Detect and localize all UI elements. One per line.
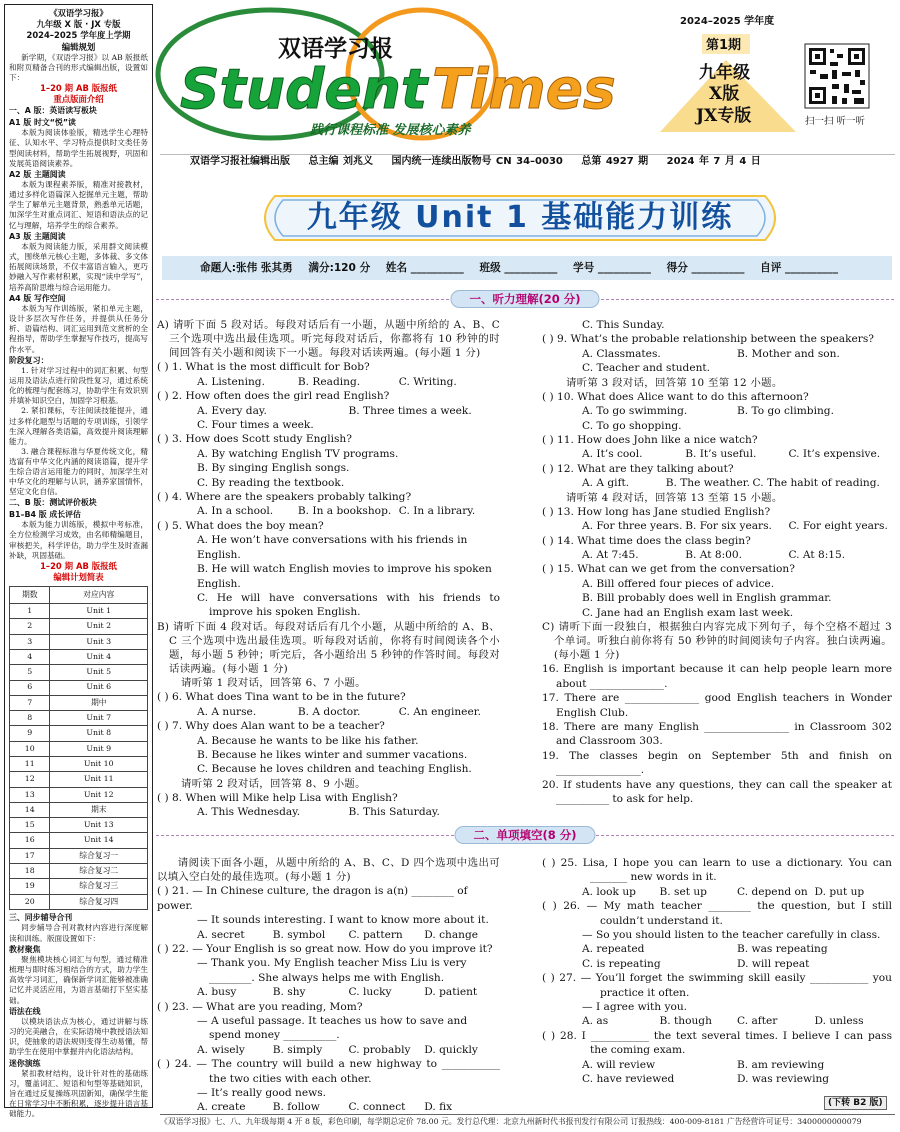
- q22-options: [157, 985, 500, 999]
- option[interactable]: D. put up: [814, 885, 865, 898]
- listening-section-title: 一、听力理解(20 分): [450, 290, 599, 308]
- part-c-instructions: C) 请听下面一段独白，根据独白内容完成下列句子，每个空格不超过 3 个单词。听独白前你将有 50 秒钟的时间阅读句子内容。独白读两遍。(每小题 1 分): [542, 621, 892, 662]
- plan-content-cell: Unit 6: [50, 680, 148, 695]
- sidebar-title: 《双语学习报》: [49, 8, 108, 18]
- option[interactable]: A. At 7:45.: [582, 548, 639, 561]
- plan-content-cell: Unit 2: [50, 619, 148, 634]
- option[interactable]: C. pattern: [348, 928, 403, 941]
- q27-reply: — I agree with you.: [582, 1001, 688, 1014]
- q28-stem: ( ) 28. I ___________ the text several times. I believe I can pass the coming exam.: [542, 1029, 892, 1057]
- q7-stem: ( ) 7. Why does Alan want to be a teacher?: [157, 720, 385, 733]
- q23-options: [157, 1043, 500, 1057]
- page-title: 九年级 Unit 1 基础能力训练: [306, 200, 734, 235]
- plan-issue-cell: 4: [10, 649, 50, 664]
- stage-review-heading: 阶段复习：: [9, 355, 49, 365]
- logo-times: Times: [432, 57, 616, 121]
- serial-number: 国内统一连续出版物号 CN 34–0030: [391, 156, 563, 167]
- q21-options: [157, 928, 500, 942]
- a1-heading: A1 版 时文“悦”读: [9, 117, 76, 127]
- option[interactable]: A. create: [197, 1101, 246, 1114]
- q15-stem: ( ) 15. What can we get from the conversation?: [542, 563, 795, 576]
- plan-table-row: [10, 879, 148, 894]
- plan-table-row: [10, 619, 148, 634]
- q25-options: [542, 885, 892, 899]
- q14-stem: ( ) 14. What time does the class begin?: [542, 534, 751, 547]
- option[interactable]: B. Three times a week.: [348, 404, 472, 417]
- plan-content-cell: Unit 10: [50, 757, 148, 772]
- grammar-instructions: 请阅读下面各小题，从题中所给的 A、B、C、D 四个选项中选出可以填入空白处的最佳选项。(每小题 1 分): [157, 857, 500, 884]
- q22-reply: — Thank you. My English teacher Miss Liu is very ________. She always helps me with English.: [197, 957, 467, 984]
- option[interactable]: D. unless: [814, 1015, 864, 1028]
- option[interactable]: A. Because he wants to be like his father.: [197, 734, 419, 747]
- q23-reply: — A useful passage. It teaches us how to save and spend money __________.: [197, 1014, 468, 1042]
- option[interactable]: B. though: [659, 1015, 712, 1028]
- q21-reply: — It sounds interesting. I want to know more about it.: [197, 914, 489, 927]
- plan-table-row: [10, 772, 148, 787]
- option[interactable]: B. To go climbing.: [737, 405, 834, 418]
- option[interactable]: C. Writing.: [398, 375, 457, 388]
- q4-options: [157, 504, 500, 518]
- q24-reply: — It’s really good news.: [197, 1086, 327, 1099]
- q1-stem: ( ) 1. What is the most difficult for Bob?: [157, 361, 370, 374]
- option[interactable]: C. In a library.: [398, 505, 476, 518]
- dialogue-3-note: 请听第 3 段对话，回答第 10 至第 12 小题。: [566, 376, 783, 389]
- option[interactable]: C. lucky: [348, 986, 392, 999]
- plan-content-cell: Unit 13: [50, 818, 148, 833]
- option[interactable]: A. look up: [582, 885, 636, 898]
- q28-options-2: [542, 1072, 892, 1086]
- q12-options: [542, 476, 892, 490]
- a1-text: 本版为阅读体验版，精选学生心理特征、认知水平、学习特点提供时文类任务型阅读材料，帮助学生拓展视野，巩固和发展英语阅读素养。: [9, 128, 148, 168]
- sidebar-term: 2024–2025 学年度上学期: [26, 30, 131, 41]
- q26-stem: ( ) 26. — My math teacher ________ the question, but I still couldn’t understand it.: [542, 900, 892, 927]
- q13-options: [542, 519, 892, 533]
- plan-content-cell: Unit 3: [50, 634, 148, 649]
- mini-practice-text: 紧扣教材结构，设计针对性的基础练习，覆盖词汇、短语和句型等基础知识，旨在通过反复操练巩固新知，确保学生能在日常学习中不断积累，逐步提升语言基础能力。: [9, 1069, 148, 1119]
- q19-fill[interactable]: 19. The classes begin on September 5th and finish on ________________.: [542, 749, 892, 777]
- cn-newspaper-name: 双语学习报: [278, 36, 393, 62]
- option[interactable]: C. probably: [348, 1043, 411, 1056]
- q8-options: [157, 805, 500, 819]
- option[interactable]: C. have reviewed: [582, 1073, 675, 1086]
- plan-table-row: [10, 802, 148, 817]
- q10-stem: ( ) 10. What does Alice want to do this afternoon?: [542, 390, 809, 403]
- q28-options-1: [542, 1058, 892, 1072]
- option[interactable]: A. Every day.: [197, 404, 267, 417]
- footer: 《双语学习报》七、八、九年级每期 4 开 8 版，彩色印刷，每学期总定价 78.00 元。发行总代理：北京九州新时代书报刊发行有限公司 订报热线：400-009-8181 广告经营许可证号：3400000000079: [160, 1114, 895, 1128]
- section-b-heading: 二、B 版：测试评价板块: [9, 498, 97, 508]
- listening-left-column: [157, 318, 500, 820]
- option[interactable]: C. connect: [348, 1101, 406, 1114]
- plan-issue-cell: 18: [10, 864, 50, 879]
- sidebar-red-heading: 1–20 期 AB 版报纸: [40, 82, 117, 93]
- option[interactable]: C. The habit of reading.: [752, 477, 880, 490]
- plan-issue-cell: 1: [10, 604, 50, 619]
- q26-reply: — So you should listen to the teacher carefully in class.: [582, 929, 881, 942]
- option[interactable]: D. fix: [424, 1101, 453, 1114]
- plan-table-row: [10, 894, 148, 909]
- option[interactable]: A. For three years.: [582, 520, 683, 533]
- plan-issue-cell: 11: [10, 757, 50, 772]
- plan-content-cell: Unit 9: [50, 741, 148, 756]
- option[interactable]: C. Because he loves children and teaching English.: [197, 763, 472, 776]
- plan-issue-cell: 13: [10, 787, 50, 802]
- option[interactable]: B. set up: [659, 885, 707, 898]
- option[interactable]: B. In a bookshop.: [297, 505, 392, 518]
- option[interactable]: C. is repeating: [582, 957, 661, 970]
- plan-issue-cell: 19: [10, 879, 50, 894]
- option[interactable]: B. This Saturday.: [348, 806, 440, 819]
- plan-issue-cell: 20: [10, 894, 50, 909]
- part-a-instructions: A) 请听下面 5 段对话。每段对话后有一小题，从题中所给的 A、B、C 三个选项中选出最佳选项。听完每段对话后，你都将有 10 秒钟的时间回答有关小题和阅读下一小题。每段对话读两遍。(每小题 1 分): [157, 319, 500, 360]
- plan-issue-cell: 12: [10, 772, 50, 787]
- q16-fill[interactable]: 16. English is important because it can help people learn more about ______________.: [542, 663, 892, 690]
- b1-text: 本版为能力训练版，模拟中考标准，全方位检测学习成效，由名师精编题目，审核把关，科学评估，助力学生及时查漏补缺，巩固基础。: [9, 520, 148, 560]
- option[interactable]: A. will review: [582, 1058, 656, 1071]
- plan-content-cell: 综合复习三: [50, 879, 148, 894]
- option[interactable]: B. At 8:00.: [685, 548, 742, 561]
- mini-practice-heading: 迷你演练: [9, 1058, 41, 1068]
- option[interactable]: A. It’s cool.: [582, 448, 643, 461]
- logo-student: Student: [180, 57, 428, 121]
- sidebar-red-subheading: 重点版面介绍: [53, 94, 104, 105]
- q21-stem: ( ) 21. — In Chinese culture, the dragon is a(n) ________ of power.: [157, 885, 468, 912]
- a4-heading: A4 版 写作空间: [9, 293, 66, 303]
- plan-table-row: [10, 711, 148, 726]
- option[interactable]: C. Teacher and student.: [582, 362, 711, 375]
- q25-stem: ( ) 25. Lisa, I hope you can learn to use a dictionary. You can _______ new words in it.: [542, 857, 892, 884]
- student-id-field[interactable]: 学号 __________: [573, 262, 651, 274]
- plan-content-cell: Unit 5: [50, 665, 148, 680]
- option[interactable]: C. At 8:15.: [788, 548, 846, 561]
- option[interactable]: A. To go swimming.: [582, 405, 688, 418]
- q24-stem: ( ) 24. — The country will build a new highway to ___________ the two cities with each other.: [157, 1058, 500, 1085]
- plan-table-row: [10, 634, 148, 649]
- option[interactable]: C. depend on: [737, 885, 808, 898]
- option[interactable]: B. shy: [272, 986, 306, 999]
- option[interactable]: A. A gift.: [582, 477, 630, 490]
- plan-content-cell: Unit 4: [50, 649, 148, 664]
- q2-stem: ( ) 2. How often does the girl read English?: [157, 390, 390, 403]
- total-issue: 总第 4927 期: [581, 156, 649, 167]
- plan-red-subheading: 编辑计划简表: [53, 571, 104, 582]
- option[interactable]: B. Mother and son.: [737, 347, 840, 360]
- full-score: 满分:120 分: [308, 262, 371, 274]
- option[interactable]: B. He will watch English movies to improve his spoken English.: [197, 563, 492, 590]
- stage-item-1: 1. 针对学习过程中的词汇积累、句型运用及语法点进行阶段性复习，通过系统化的梳理与配套练习，协助学生有效识别并填补知识空白，加固学习根基。: [9, 366, 148, 406]
- option[interactable]: C. By reading the textbook.: [197, 476, 345, 489]
- slogan: 践行课程标准 发展核心素养: [310, 123, 471, 138]
- q12-stem: ( ) 12. What are they talking about?: [542, 462, 734, 475]
- stage-item-2: 2. 紧扣课标，专注阅读技能提升，通过多样化题型与话题的专项训练，引领学生深入理解各类语篇，高效提升阅读理解能力。: [9, 406, 148, 446]
- continued-note: (下转 B2 版): [824, 1096, 887, 1110]
- grammar-section-bar: [156, 826, 894, 844]
- qr-code-icon[interactable]: [805, 44, 869, 108]
- grammar-left-column: [157, 856, 500, 1115]
- option[interactable]: A. as: [582, 1015, 609, 1028]
- section-c-text: 同步辅导合刊对教材内容进行深度解读和训练。版面设置如下：: [9, 923, 148, 943]
- option[interactable]: B. The weather.: [665, 477, 751, 490]
- listening-right-column: [542, 318, 892, 806]
- q6-options: [157, 705, 500, 719]
- q10-options: [542, 404, 892, 418]
- option[interactable]: C. To go shopping.: [582, 419, 682, 432]
- option[interactable]: C. This Sunday.: [582, 319, 665, 331]
- option[interactable]: C. An engineer.: [398, 705, 481, 718]
- stage-item-3: 3. 融合课程标准与华夏传统文化，精选富有中华文化内涵的阅读语篇，提升学生综合语言运用能力的同时，加深学生对中华文化的理解与认识，涵养家国情怀，坚定文化自信。: [9, 446, 148, 497]
- q18-fill[interactable]: 18. There are many English ________________ in Classroom 302 and Classroom 303.: [542, 721, 892, 748]
- option[interactable]: A. wisely: [197, 1043, 245, 1056]
- grammar-online-heading: 语法在线: [9, 1006, 41, 1016]
- plan-content-cell: Unit 12: [50, 787, 148, 802]
- plan-issue-cell: 7: [10, 695, 50, 710]
- grade-label: 九年级: [699, 63, 750, 83]
- plan-issue-cell: 14: [10, 802, 50, 817]
- grammar-right-column: [542, 856, 892, 1087]
- part-b-instructions: B) 请听下面 4 段对话。每段对话后有几个小题，从题中所给的 A、B、C 三个选项中选出最佳选项。听每段对话前，你将有时间阅读各个小题，每小题 5 秒钟；听完后，各小题给出 5 秒钟的作答时间。每段对话读两遍。(每小题 1 分): [157, 620, 500, 676]
- q11-stem: ( ) 11. How does John like a nice watch?: [542, 433, 758, 446]
- class-field[interactable]: 班级 __________: [479, 262, 558, 274]
- plan-table-row: [10, 848, 148, 863]
- edition-label: X版: [709, 84, 740, 104]
- option[interactable]: C. For eight years.: [788, 520, 888, 533]
- option[interactable]: B. A doctor.: [297, 705, 361, 718]
- plan-issue-cell: 6: [10, 680, 50, 695]
- sidebar-intro: 新学期，《双语学习报》以 AB 版报纸和附页精备合刊的形式编辑出版，设置如下：: [9, 52, 148, 82]
- plan-content-cell: Unit 11: [50, 772, 148, 787]
- plan-table-row: [10, 695, 148, 710]
- dialogue-2-note: 请听第 2 段对话，回答第 8、9 小题。: [181, 777, 366, 790]
- plan-red-heading: 1–20 期 AB 版报纸: [40, 560, 117, 571]
- option[interactable]: A. secret: [197, 928, 245, 941]
- plan-issue-cell: 10: [10, 741, 50, 756]
- option[interactable]: B. simply: [272, 1043, 323, 1056]
- option[interactable]: B. By singing English songs.: [197, 462, 350, 475]
- option[interactable]: C. Four times a week.: [197, 419, 314, 432]
- option[interactable]: A. By watching English TV programs.: [197, 447, 399, 460]
- q13-stem: ( ) 13. How long has Jane studied English?: [542, 505, 771, 518]
- option[interactable]: C. Jane had an English exam last week.: [582, 606, 794, 619]
- plan-table-row: [10, 833, 148, 848]
- q27-stem: ( ) 27. — You’ll forget the swimming skill easily ___________ you practice it often.: [542, 972, 892, 999]
- option[interactable]: A. This Wednesday.: [197, 806, 301, 819]
- plan-content-cell: 期末: [50, 802, 148, 817]
- plan-table-row: [10, 741, 148, 756]
- option[interactable]: A. In a school.: [197, 505, 274, 518]
- plan-header-content: 对应内容: [50, 587, 148, 604]
- q11-options: [542, 447, 892, 461]
- option[interactable]: A. A nurse.: [197, 705, 257, 718]
- dialogue-1-note: 请听第 1 段对话，回答第 6、7 小题。: [181, 677, 366, 690]
- q8-stem: ( ) 8. When will Mike help Lisa with English?: [157, 792, 398, 805]
- score-field[interactable]: 得分 __________: [666, 262, 745, 274]
- a4-text: 本版为写作训练版，紧扣单元主题，设计多层次写作任务，并提供从任务分析、语篇结构、词汇运用到范文赏析的全程指导，帮助学生掌握写作技巧，提高写作水平。: [9, 304, 148, 354]
- q23-stem: ( ) 23. — What are you reading, Mom?: [157, 1000, 363, 1013]
- section-a-heading: 一、A 版：英语读写板块: [9, 106, 97, 116]
- option[interactable]: B. am reviewing: [737, 1058, 825, 1071]
- option[interactable]: A. He won’t have conversations with his friends in English.: [197, 534, 468, 561]
- plan-issue-cell: 2: [10, 619, 50, 634]
- plan-issue-cell: 9: [10, 726, 50, 741]
- grammar-section-title: 二、单项填空(8 分): [454, 826, 595, 844]
- qr-caption: 扫一扫 听一听: [805, 116, 866, 127]
- listening-section-bar: [156, 290, 894, 308]
- plan-issue-cell: 16: [10, 833, 50, 848]
- option[interactable]: B. Because he likes winter and summer vacations.: [197, 749, 468, 762]
- focus-text: 聚焦模块核心词汇与句型，通过精准梳理与即时练习相结合的方式，助力学生高效学习词汇，确保新学词汇能够被准确记忆并灵活应用，为语言基础打下坚实基础。: [9, 955, 148, 1005]
- q9-options: [542, 347, 892, 361]
- section-c-heading: 三、同步辅导合刊: [9, 912, 73, 922]
- plan-header-issue: 期数: [10, 587, 50, 604]
- option[interactable]: A. Classmates.: [582, 347, 661, 360]
- option[interactable]: D. will repeat: [737, 957, 810, 970]
- plan-table-row: [10, 649, 148, 664]
- option[interactable]: B. Bill probably does well in English grammar.: [582, 592, 832, 605]
- title-banner: [255, 190, 785, 246]
- plan-issue-cell: 8: [10, 711, 50, 726]
- option[interactable]: A. Listening.: [197, 375, 265, 388]
- option[interactable]: D. quickly: [424, 1043, 478, 1056]
- q9-stem: ( ) 9. What’s the probable relationship between the speakers?: [542, 333, 874, 346]
- publication-info-bar: [190, 155, 890, 169]
- q26-options-1: [542, 942, 892, 956]
- a2-text: 本版为课程素养版，精准对接教材，通过多样化语篇深入挖掘单元主题，帮助学生了解单元主题背景，熟悉单元话题，加深学生对重点词汇、短语和语法点的记忆与理解，培养学生的综合素养。: [9, 180, 148, 230]
- chief-editor: 总主编 刘兆义: [308, 156, 373, 167]
- self-eval-field[interactable]: 自评 __________: [760, 262, 839, 274]
- q20-fill[interactable]: 20. If students have any questions, they can call the speaker at __________ to ask for help.: [542, 778, 892, 806]
- plan-content-cell: Unit 8: [50, 726, 148, 741]
- plan-table-row: [10, 757, 148, 772]
- b1-heading: B1–B4 版 成长评估: [9, 509, 81, 519]
- option[interactable]: D. patient: [424, 986, 478, 999]
- q17-fill[interactable]: 17. There are ______________ good English teachers in Wonder English Club.: [542, 692, 892, 719]
- publisher: 双语学习报社编辑出版: [190, 156, 290, 167]
- option[interactable]: B. It’s useful.: [685, 448, 757, 461]
- editorial-plan-sidebar: [4, 4, 153, 1119]
- option[interactable]: A. repeated: [582, 943, 645, 956]
- a3-text: 本版为阅读能力版，采用群文阅读模式，围绕单元核心主题，多体裁、多文体拓展阅读场景，不仅丰富语言输入，更巧妙融入写作素材积累，实现“读中学写”，培养高阶思维与综合运用能力。: [9, 242, 148, 292]
- plan-table-row: [10, 680, 148, 695]
- option[interactable]: A. Bill offered four pieces of advice.: [582, 577, 775, 590]
- a3-heading: A3 版 主题阅读: [9, 231, 66, 241]
- plan-table-row: [10, 665, 148, 680]
- q22-stem: ( ) 22. — Your English is so great now. How do you improve it?: [157, 942, 493, 955]
- publish-date: 2024 年 7 月 4 日: [666, 156, 761, 167]
- focus-heading: 教材聚焦: [9, 944, 41, 954]
- option[interactable]: B. was repeating: [737, 943, 828, 956]
- plan-content-cell: 综合复习二: [50, 864, 148, 879]
- option[interactable]: B. For six years.: [685, 520, 772, 533]
- special-edition-label: JX专版: [696, 106, 752, 126]
- sidebar-edition: 九年级 X 版 · JX 专版: [36, 19, 121, 30]
- q4-stem: ( ) 4. Where are the speakers probably talking?: [157, 491, 412, 504]
- option[interactable]: B. Reading.: [297, 375, 361, 388]
- authors: 命题人:张伟 张其勇: [200, 262, 293, 274]
- option[interactable]: D. change: [424, 928, 479, 941]
- option[interactable]: C. It’s expensive.: [788, 448, 881, 461]
- q24-options: [157, 1100, 500, 1114]
- plan-table-row: [10, 818, 148, 833]
- sidebar-heading: 编辑规划: [61, 41, 96, 52]
- plan-content-cell: Unit 1: [50, 604, 148, 619]
- option[interactable]: B. follow: [272, 1101, 320, 1114]
- q26-options-2: [542, 957, 892, 971]
- q27-options: [542, 1014, 892, 1028]
- plan-issue-cell: 15: [10, 818, 50, 833]
- option[interactable]: B. symbol: [272, 928, 326, 941]
- option[interactable]: A. busy: [197, 986, 237, 999]
- option[interactable]: C. after: [737, 1015, 778, 1028]
- plan-content-cell: Unit 7: [50, 711, 148, 726]
- plan-table-row: [10, 787, 148, 802]
- dialogue-4-note: 请听第 4 段对话，回答第 13 至第 15 小题。: [566, 491, 783, 504]
- a2-heading: A2 版 主题阅读: [9, 169, 66, 179]
- plan-issue-cell: 5: [10, 665, 50, 680]
- plan-table-row: [10, 864, 148, 879]
- plan-content-cell: 期中: [50, 695, 148, 710]
- q1-options: [157, 375, 500, 389]
- issue-number: 第1期: [706, 38, 742, 53]
- exam-meta-row: [162, 256, 892, 280]
- plan-issue-cell: 3: [10, 634, 50, 649]
- option[interactable]: D. was reviewing: [737, 1073, 830, 1086]
- plan-content-cell: Unit 14: [50, 833, 148, 848]
- q3-stem: ( ) 3. How does Scott study English?: [157, 433, 352, 446]
- q14-options: [542, 548, 892, 562]
- option[interactable]: C. He will have conversations with his friends to improve his spoken English.: [197, 591, 500, 619]
- grammar-online-text: 以模块语法点为核心，通过讲解与练习的完美融合，在实际语境中教授语法知识，使抽象的语法规则变得生动易懂，帮助学生在使用中掌握并内化语法结构。: [9, 1017, 148, 1057]
- q6-stem: ( ) 6. What does Tina want to be in the future?: [157, 691, 406, 704]
- plan-table: [9, 586, 148, 910]
- name-field[interactable]: 姓名 __________: [385, 262, 464, 274]
- plan-table-row: [10, 726, 148, 741]
- q5-stem: ( ) 5. What does the boy mean?: [157, 519, 324, 532]
- q2-options: [157, 404, 500, 418]
- plan-content-cell: 综合复习四: [50, 894, 148, 909]
- plan-table-row: [10, 604, 148, 619]
- plan-content-cell: 综合复习一: [50, 848, 148, 863]
- school-year: 2024–2025 学年度: [680, 16, 775, 27]
- plan-issue-cell: 17: [10, 848, 50, 863]
